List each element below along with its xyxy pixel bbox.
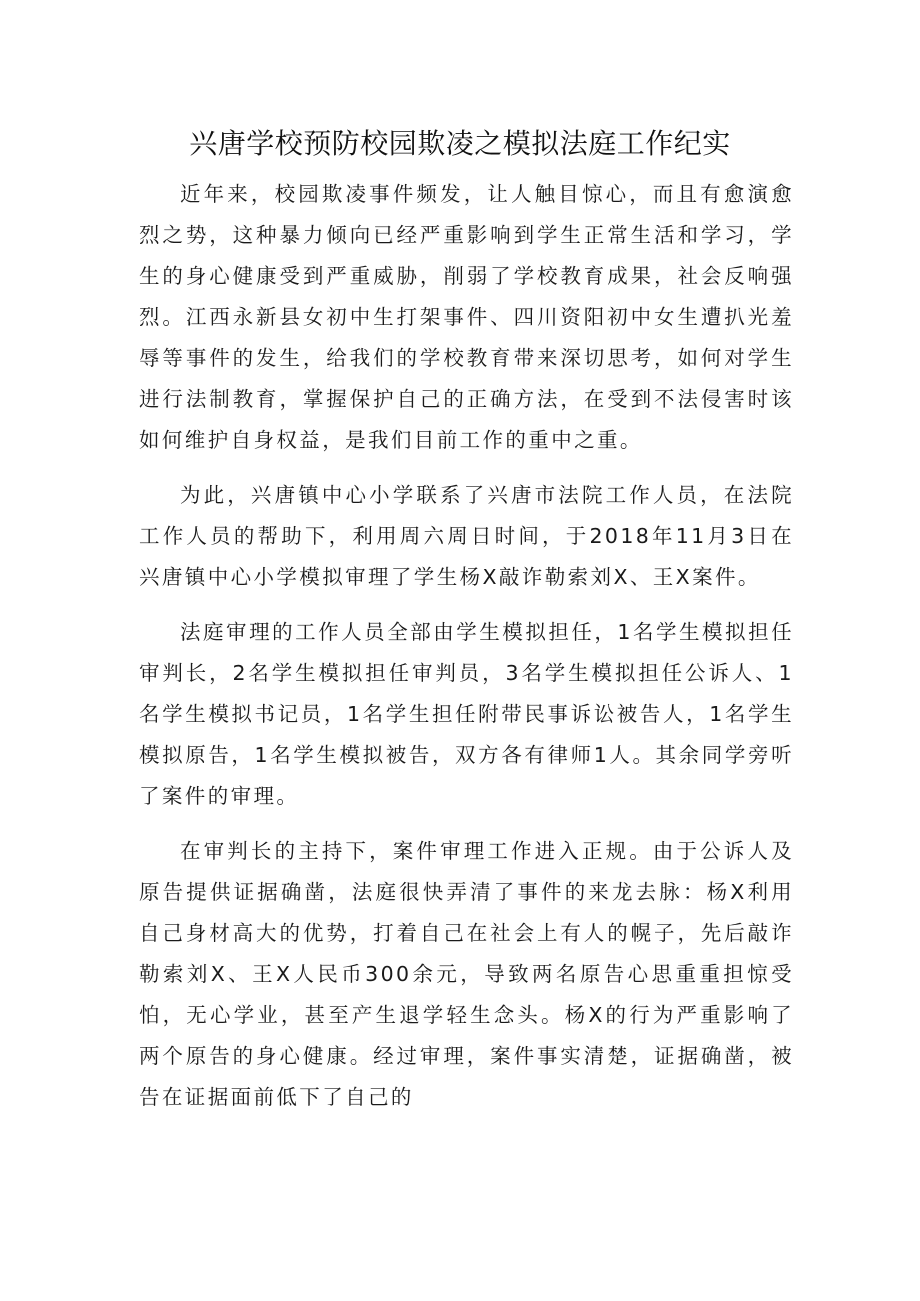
paragraph-4: 在审判长的主持下，案件审理工作进入正规。由于公诉人及原告提供证据确凿，法庭很快弄清了事件的来龙去脉：杨X利用自己身材高大的优势，打着自己在社会上有人的幌子，先后敲诈勒索刘X、王X人民币300余元，导致两名原告心思重重担惊受怕，无心学业，甚至产生退学轻生念头。杨X的行为严重影响了两个原告的身心健康。经过审理，案件事实清楚，证据确凿，被告在证据面前低下了自己的 <box>139 839 794 1109</box>
document-body <box>139 174 794 1132</box>
paragraph-3: 法庭审理的工作人员全部由学生模拟担任，1名学生模拟担任审判长，2名学生模拟担任审判员，3名学生模拟担任公诉人、1名学生模拟书记员，1名学生担任附带民事诉讼被告人，1名学生模拟原告，1名学生模拟被告，双方各有律师1人。其余同学旁听了案件的审理。 <box>139 620 794 808</box>
paragraph-1: 近年来，校园欺凌事件频发，让人触目惊心，而且有愈演愈烈之势，这种暴力倾向已经严重影响到学生正常生活和学习，学生的身心健康受到严重威胁，削弱了学校教育成果，社会反响强烈。江西永新县女初中生打架事件、四川资阳初中女生遭扒光羞辱等事件的发生，给我们的学校教育带来深切思考，如何对学生进行法制教育，掌握保护自己的正确方法，在受到不法侵害时该如何维护自身权益，是我们目前工作的重中之重。 <box>139 182 794 452</box>
paragraph-2: 为此，兴唐镇中心小学联系了兴唐市法院工作人员，在法院工作人员的帮助下，利用周六周日时间，于2018年11月3日在兴唐镇中心小学模拟审理了学生杨X敲诈勒索刘X、王X案件。 <box>139 483 794 589</box>
document-title: 兴唐学校预防校园欺凌之模拟法庭工作纪实 <box>189 127 731 160</box>
